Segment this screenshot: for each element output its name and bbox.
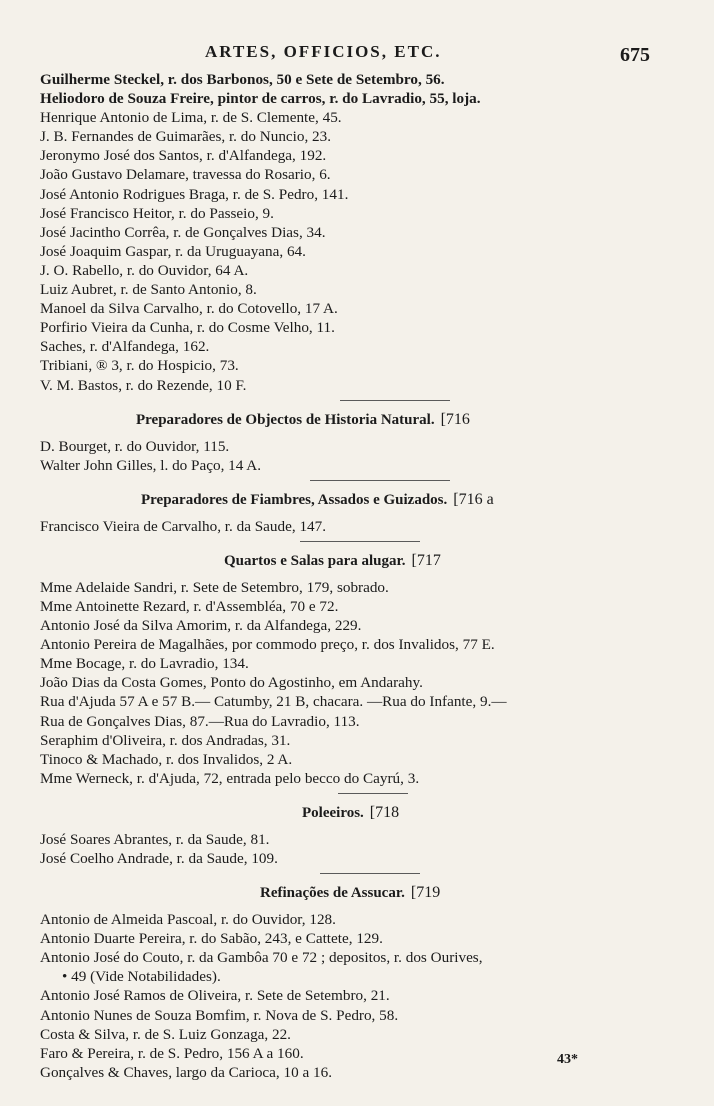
section-divider xyxy=(300,541,420,542)
list-item: Henrique Antonio de Lima, r. de S. Clemente, 45. xyxy=(40,109,342,127)
list-item: Antonio José do Couto, r. da Gambôa 70 e 72 ; depositos, r. dos Ourives, xyxy=(40,949,483,967)
list-item: Mme Antoinette Rezard, r. d'Assembléa, 70 e 72. xyxy=(40,597,339,615)
list-item: José Antonio Rodrigues Braga, r. de S. Pedro, 141. xyxy=(40,185,349,203)
list-item: Antonio José da Silva Amorim, r. da Alfandega, 229. xyxy=(40,617,362,635)
section-title: Preparadores de Objectos de Historia Natural. xyxy=(136,411,435,428)
list-item: Mme Werneck, r. d'Ajuda, 72, entrada pelo becco do Cayrú, 3. xyxy=(40,769,420,787)
list-item: José Francisco Heitor, r. do Passeio, 9. xyxy=(40,204,274,222)
list-item: • 49 (Vide Notabilidades). xyxy=(62,968,221,986)
page-header xyxy=(0,40,714,68)
section-divider xyxy=(320,873,420,874)
section-heading xyxy=(40,551,680,571)
intro-entries xyxy=(40,70,680,401)
list-item: Mme Adelaide Sandri, r. Sete de Setembro, 179, sobrado. xyxy=(40,578,389,596)
list-item: Francisco Vieira de Carvalho, r. da Saude, 147. xyxy=(40,517,327,535)
list-item: Seraphim d'Oliveira, r. dos Andradas, 31. xyxy=(40,731,291,749)
section-title: Poleeiros. xyxy=(302,804,364,821)
section-divider xyxy=(310,480,450,481)
list-item: Guilherme Steckel, r. dos Barbonos, 50 e Sete de Setembro, 56. xyxy=(40,71,445,88)
list-item: Jeronymo José dos Santos, r. d'Alfandega, 192. xyxy=(40,147,327,165)
section-title: Quartos e Salas para alugar. xyxy=(224,552,406,569)
list-item: Rua d'Ajuda 57 A e 57 B.— Catumby, 21 B, chacara. —Rua do Infante, 9.— xyxy=(40,693,507,711)
list-item: Costa & Silva, r. de S. Luiz Gonzaga, 22. xyxy=(40,1025,291,1043)
list-item: D. Bourget, r. do Ouvidor, 115. xyxy=(40,437,230,455)
list-item: Manoel da Silva Carvalho, r. do Cotovello, 17 A. xyxy=(40,300,338,318)
section-divider xyxy=(338,793,408,794)
section-poleeiros xyxy=(40,803,680,874)
section-preparadores-fiambres xyxy=(40,490,680,542)
list-item: Porfirio Vieira da Cunha, r. do Cosme Velho, 11. xyxy=(40,319,335,337)
list-item: Antonio Nunes de Souza Bomfim, r. Nova de S. Pedro, 58. xyxy=(40,1006,399,1024)
page-number: 675 xyxy=(620,44,650,66)
list-item: Tribiani, ® 3, r. do Hospicio, 73. xyxy=(40,357,239,375)
list-item: J. O. Rabello, r. do Ouvidor, 64 A. xyxy=(40,261,249,279)
list-item: Antonio de Almeida Pascoal, r. do Ouvidor, 128. xyxy=(40,911,336,929)
list-item: José Soares Abrantes, r. da Saude, 81. xyxy=(40,830,270,848)
list-item: Walter John Gilles, l. do Paço, 14 A. xyxy=(40,456,262,474)
section-preparadores-historia-natural xyxy=(40,410,680,481)
section-heading xyxy=(40,803,680,823)
section-divider xyxy=(340,400,450,401)
section-ref: [717 xyxy=(411,551,441,569)
list-item: Antonio Pereira de Magalhães, por commodo preço, r. dos Invalidos, 77 E. xyxy=(40,636,495,654)
signature-mark: 43* xyxy=(557,1052,578,1067)
list-item: Saches, r. d'Alfandega, 162. xyxy=(40,338,210,356)
section-ref: [719 xyxy=(410,884,441,902)
list-item: José Joaquim Gaspar, r. da Uruguayana, 64. xyxy=(40,242,306,260)
section-ref: [718 xyxy=(369,803,400,821)
list-item: Gonçalves & Chaves, largo da Carioca, 10 a 16. xyxy=(40,1063,332,1081)
list-item: Luiz Aubret, r. de Santo Antonio, 8. xyxy=(40,281,257,299)
section-ref: [716 xyxy=(440,410,470,428)
list-item: J. B. Fernandes de Guimarães, r. do Nuncio, 23. xyxy=(40,128,332,146)
list-item: Mme Bocage, r. do Lavradio, 134. xyxy=(40,655,249,673)
section-heading xyxy=(40,410,680,430)
section-title: Refinações de Assucar. xyxy=(260,885,405,902)
section-title: Preparadores de Fiambres, Assados e Guizados. xyxy=(141,491,448,508)
section-refinacoes-assucar xyxy=(40,883,680,1082)
list-item: José Coelho Andrade, r. da Saude, 109. xyxy=(40,850,278,867)
list-item: Faro & Pereira, r. de S. Pedro, 156 A a 160. xyxy=(40,1044,304,1062)
list-item: Antonio Duarte Pereira, r. do Sabão, 243, e Cattete, 129. xyxy=(40,930,383,948)
list-item: João Gustavo Delamare, travessa do Rosario, 6. xyxy=(40,166,331,184)
running-title: ARTES, OFFICIOS, ETC. xyxy=(205,42,442,61)
list-item: Tinoco & Machado, r. dos Invalidos, 2 A. xyxy=(40,750,293,768)
list-item: João Dias da Costa Gomes, Ponto do Agostinho, em Andarahy. xyxy=(40,674,423,692)
list-item: José Jacintho Corrêa, r. de Gonçalves Dias, 34. xyxy=(40,223,326,241)
section-ref: [716 a xyxy=(453,490,494,508)
list-item: Heliodoro de Souza Freire, pintor de carros, r. do Lavradio, 55, loja. xyxy=(40,90,481,108)
list-item: V. M. Bastos, r. do Rezende, 10 F. xyxy=(40,376,247,394)
section-heading xyxy=(40,490,680,510)
directory-content xyxy=(40,70,680,1082)
section-heading xyxy=(40,883,680,903)
section-quartos-salas xyxy=(40,551,680,794)
list-item: Antonio José Ramos de Oliveira, r. Sete de Setembro, 21. xyxy=(40,987,390,1005)
list-item: Rua de Gonçalves Dias, 87.—Rua do Lavradio, 113. xyxy=(40,712,360,730)
